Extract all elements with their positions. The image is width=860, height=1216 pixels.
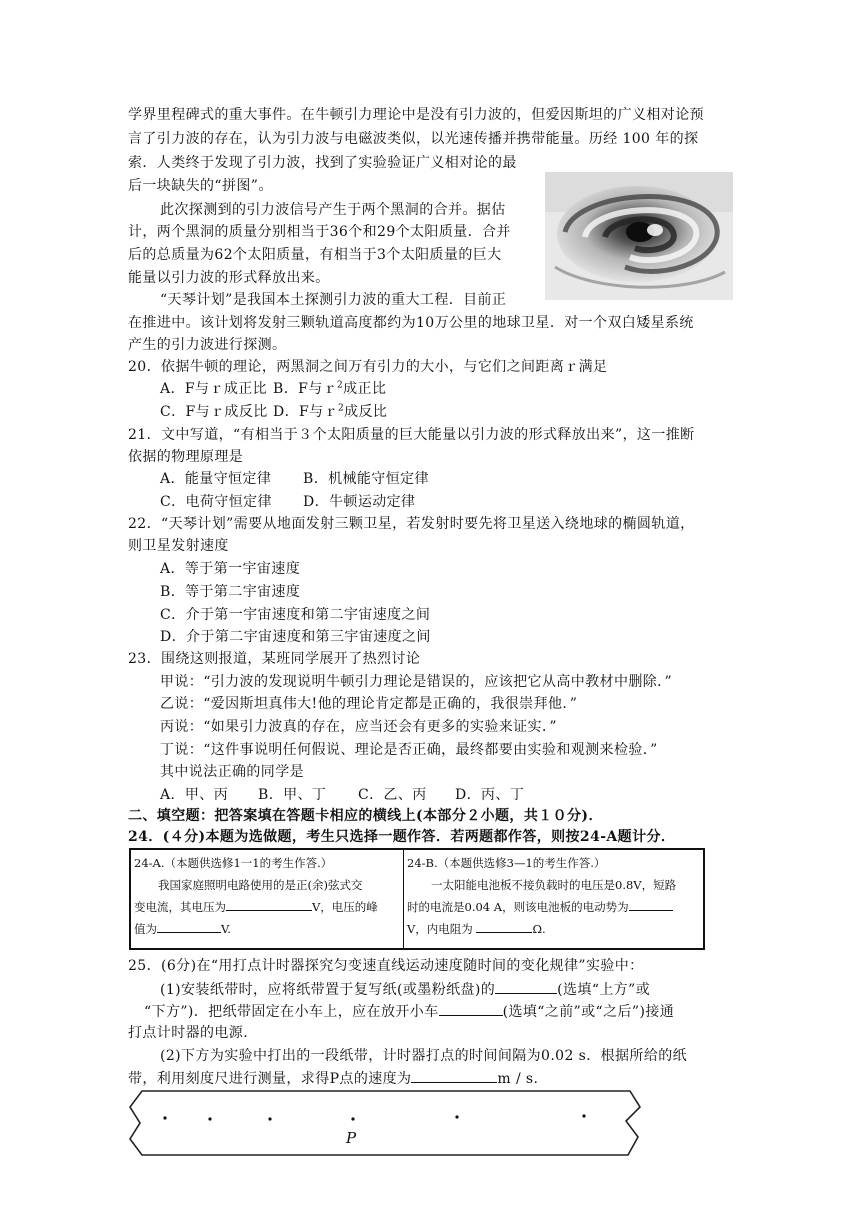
- q24-a-header: 24-A.（本题供选修1一1的考生作答.）: [134, 856, 333, 870]
- black-hole-merger-image: [545, 172, 733, 300]
- q22-option-b: B．等于第二宇宙速度: [160, 584, 301, 600]
- q20-option-b: B．F与ｒ$^2$成正比: [273, 380, 387, 397]
- tape-dot: [455, 1115, 458, 1118]
- answer-blank[interactable]: [439, 1001, 503, 1016]
- intro-line: 此次探测到的引力波信号产生于两个黑洞的合并。据估: [160, 202, 506, 218]
- q23-option-c: C．乙、丙: [358, 787, 427, 803]
- intro-line: 产生的引力波进行探测。: [128, 337, 287, 353]
- q24-stem: 24．(４分)本题为选做题，考生只选择一题作答．若两题都作答，则按24-A题计分．: [128, 829, 676, 845]
- intro-line: 言了引力波的存在，认为引力波与电磁波类似，以光速传播并携带能量。历经 100 年的探: [128, 131, 699, 147]
- q24-b-header: 24-B.（本题供选修3—1的考生作答.）: [407, 856, 606, 870]
- answer-blank[interactable]: [495, 979, 557, 994]
- q23-jia: 甲说：“引力波的发现说明牛顿引力理论是错误的，应该把它从高中教材中删除．”: [160, 674, 673, 690]
- q22-stem: 22．“天琴计划”需要从地面发射三颗卫星，若发射时要先将卫星送入绕地球的椭圆轨道，: [128, 516, 695, 532]
- q22-option-c: C．介于第一宇宙速度和第二宇宙速度之间: [160, 607, 431, 623]
- q22-option-a: A．等于第一宇宙速度: [160, 561, 301, 577]
- q25-part1: “下方”)．把纸带固定在小车上，应在放开小车 (选填“之前”或“之后”)接通: [144, 1001, 674, 1022]
- q23-option-a: A．甲、丙: [160, 787, 229, 803]
- q23-bing: 丙说：“如果引力波真的存在，应当还会有更多的实验来证实．”: [160, 719, 557, 735]
- q23-option-d: D．丙、丁: [455, 787, 525, 803]
- tape-dot: [351, 1117, 354, 1120]
- q24-b-text: 时的电流是0.04 A，则该电池板的电动势为: [407, 896, 703, 918]
- q22-stem: 则卫星发射速度: [128, 538, 229, 554]
- tape-outline: [130, 1091, 640, 1155]
- q21-option-c: C．电荷守恒定律: [160, 494, 272, 510]
- q23-ding: 丁说：“这件事说明任何假说、理论是否正确，最终都要由实验和观测来检验．”: [160, 742, 658, 758]
- q24-answer-table: [129, 848, 705, 950]
- q25-part1: (1)安装纸带时，应将纸带置于复写纸(或墨粉纸盘)的 (选填“上方”或: [160, 979, 650, 1000]
- intro-line: “天琴计划”是我国本土探测引力波的重大工程．目前正: [160, 292, 507, 308]
- q24-b-cell: [407, 850, 703, 948]
- q24-b-text: V，内电阻为 Ω.: [407, 918, 703, 940]
- intro-line: 学界里程碑式的重大事件。在牛顿引力理论中是没有引力波的，但爱因斯坦的广义相对论预: [128, 107, 704, 123]
- q23-ask: 其中说法正确的同学是: [160, 764, 304, 780]
- q24-a-text: 变电流，其电压为 V，电压的峰: [134, 896, 402, 918]
- q20-option-c: C．F与ｒ成反比: [160, 404, 268, 420]
- tape-dot: [208, 1117, 211, 1120]
- q21-option-b: B．机械能守恒定律: [303, 471, 429, 487]
- q25-part2: (2)下方为实验中打出的一段纸带，计时器打点的时间间隔为0.02 s．根据所给的纸: [160, 1048, 688, 1064]
- q21-stem: 依据的物理原理是: [128, 449, 244, 465]
- intro-line: 能量以引力波的形式释放出来。: [128, 270, 330, 286]
- intro-line: 后的总质量为62个太阳质量，有相当于3个太阳质量的巨大: [128, 247, 502, 263]
- intro-line: 索．人类终于发现了引力波，找到了实验验证广义相对论的最: [128, 155, 517, 171]
- q24-a-text: 值为 V.: [134, 918, 402, 940]
- q23-stem: 23．围绕这则报道，某班同学展开了热烈讨论: [128, 651, 421, 667]
- tape-dot: [163, 1116, 166, 1119]
- tape-label-p: P: [346, 1129, 357, 1147]
- q24-a-text: 我国家庭照明电路使用的是正(余)弦式交: [158, 878, 363, 892]
- q20-option-d: D．F与ｒ$^2$成反比: [273, 403, 388, 420]
- q25-stem: 25．(6分)在“用打点计时器探究匀变速直线运动速度随时间的变化规律”实验中：: [128, 958, 644, 974]
- intro-line: 后一块缺失的“拼图”。: [128, 178, 273, 194]
- answer-blank[interactable]: [226, 896, 312, 911]
- q20-stem: 20．依据牛顿的理论，两黑洞之间万有引力的大小，与它们之间距离ｒ满足: [128, 359, 608, 375]
- answer-blank[interactable]: [411, 1068, 497, 1083]
- q21-option-d: D．牛顿运动定律: [303, 494, 416, 510]
- q24-a-cell: [134, 850, 402, 948]
- answer-blank[interactable]: [629, 896, 673, 911]
- answer-blank[interactable]: [476, 918, 532, 933]
- intro-line: 在推进中。该计划将发射三颗轨道高度都约为10万公里的地球卫星．对一个双白矮星系统: [128, 315, 694, 331]
- tape-dot: [582, 1114, 585, 1117]
- section-heading: 二、填空题：把答案填在答题卡相应的横线上(本部分２小题，共１０分)．: [128, 808, 603, 824]
- q23-option-b: B．甲、丁: [258, 787, 327, 803]
- q25-part1: 打点计时器的电源.: [128, 1025, 249, 1041]
- paper-tape-figure: [128, 1087, 643, 1159]
- table-divider: [403, 850, 404, 948]
- q25-part2: 带，利用刻度尺进行测量，求得P点的速度为 m / s.: [128, 1068, 538, 1089]
- q23-yi: 乙说：“爱因斯坦真伟大!他的理论肯定都是正确的，我很崇拜他．”: [160, 696, 578, 712]
- intro-line: 计，两个黑洞的质量分别相当于36个和29个太阳质量．合并: [128, 224, 511, 240]
- q20-option-a: A．F与ｒ成正比: [160, 381, 268, 397]
- answer-blank[interactable]: [157, 918, 221, 933]
- q21-option-a: A．能量守恒定律: [160, 471, 272, 487]
- q21-stem: 21．文中写道，“有相当于３个太阳质量的巨大能量以引力波的形式释放出来”，这一推断: [128, 427, 695, 443]
- q24-b-text: 一太阳能电池板不接负载时的电压是0.8V，短路: [431, 878, 677, 892]
- tape-dot: [268, 1117, 271, 1120]
- q22-option-d: D．介于第二宇宙速度和第三宇宙速度之间: [160, 629, 431, 645]
